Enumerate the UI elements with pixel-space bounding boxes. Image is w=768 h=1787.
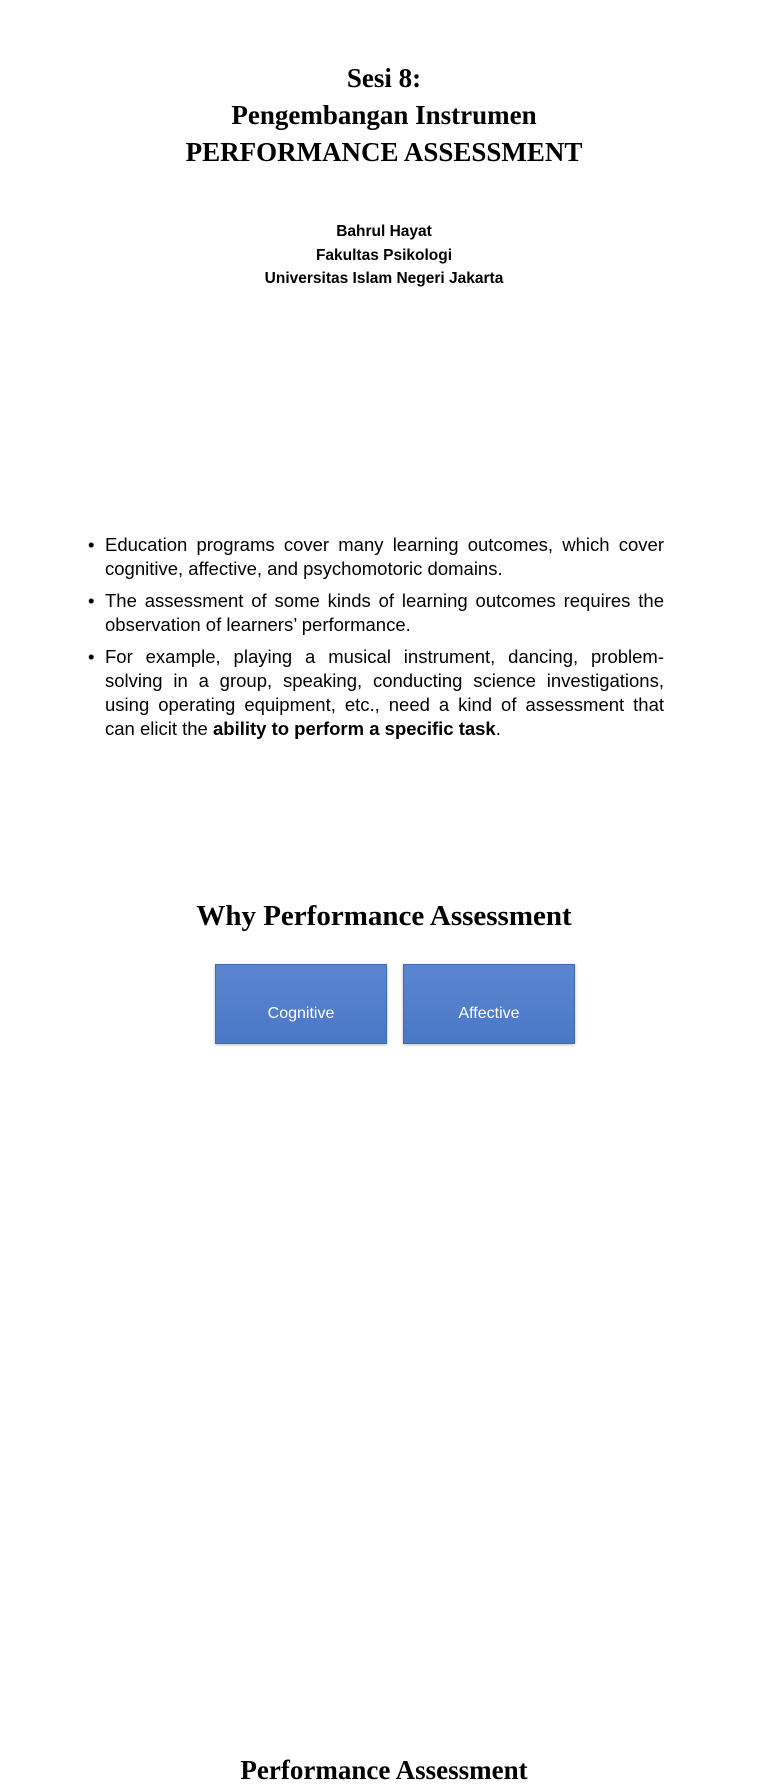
author-university: Universitas Islam Negeri Jakarta	[264, 270, 504, 287]
presentation-title	[0, 60, 768, 171]
bullet-list	[88, 533, 664, 749]
slide-title	[0, 0, 768, 400]
title-line-session: Sesi 8:	[346, 63, 422, 93]
bullet-text: The assessment of some kinds of learning outcomes requires the observation of learners’ performance.	[105, 590, 664, 635]
box-label: Affective	[458, 1005, 520, 1022]
cognitive-box	[215, 964, 387, 1044]
author-block	[0, 220, 768, 291]
bullet-end: .	[495, 718, 501, 739]
bullet-item	[88, 533, 664, 581]
bullet-icon: •	[88, 590, 95, 611]
author-faculty: Fakultas Psikologi	[315, 246, 453, 264]
box-label: Cognitive	[267, 1005, 335, 1022]
bullet-item	[88, 589, 664, 637]
slide-heading: Performance Assessment	[240, 1755, 528, 1785]
bullet-text: For example, playing a musical instrument, dancing, problem-solving in a group, speaking, conducting science investigations, using operating equipment, etc., need a kind of assessment that can elicit the	[105, 646, 664, 739]
title-line-subject: PERFORMANCE ASSESSMENT	[185, 137, 583, 167]
bullet-emphasis: ability to perform a specific task	[212, 718, 496, 739]
bullet-text: Education programs cover many learning outcomes, which cover cognitive, affective, and psychomotoric domains.	[105, 534, 664, 579]
bullet-item	[88, 645, 664, 741]
affective-box	[403, 964, 575, 1044]
bullet-icon: •	[88, 646, 95, 667]
bullet-icon: •	[88, 534, 95, 555]
author-name: Bahrul Hayat	[336, 223, 432, 240]
slide-heading: Why Performance Assessment	[196, 900, 572, 932]
title-line-topic: Pengembangan Instrumen	[231, 100, 537, 130]
